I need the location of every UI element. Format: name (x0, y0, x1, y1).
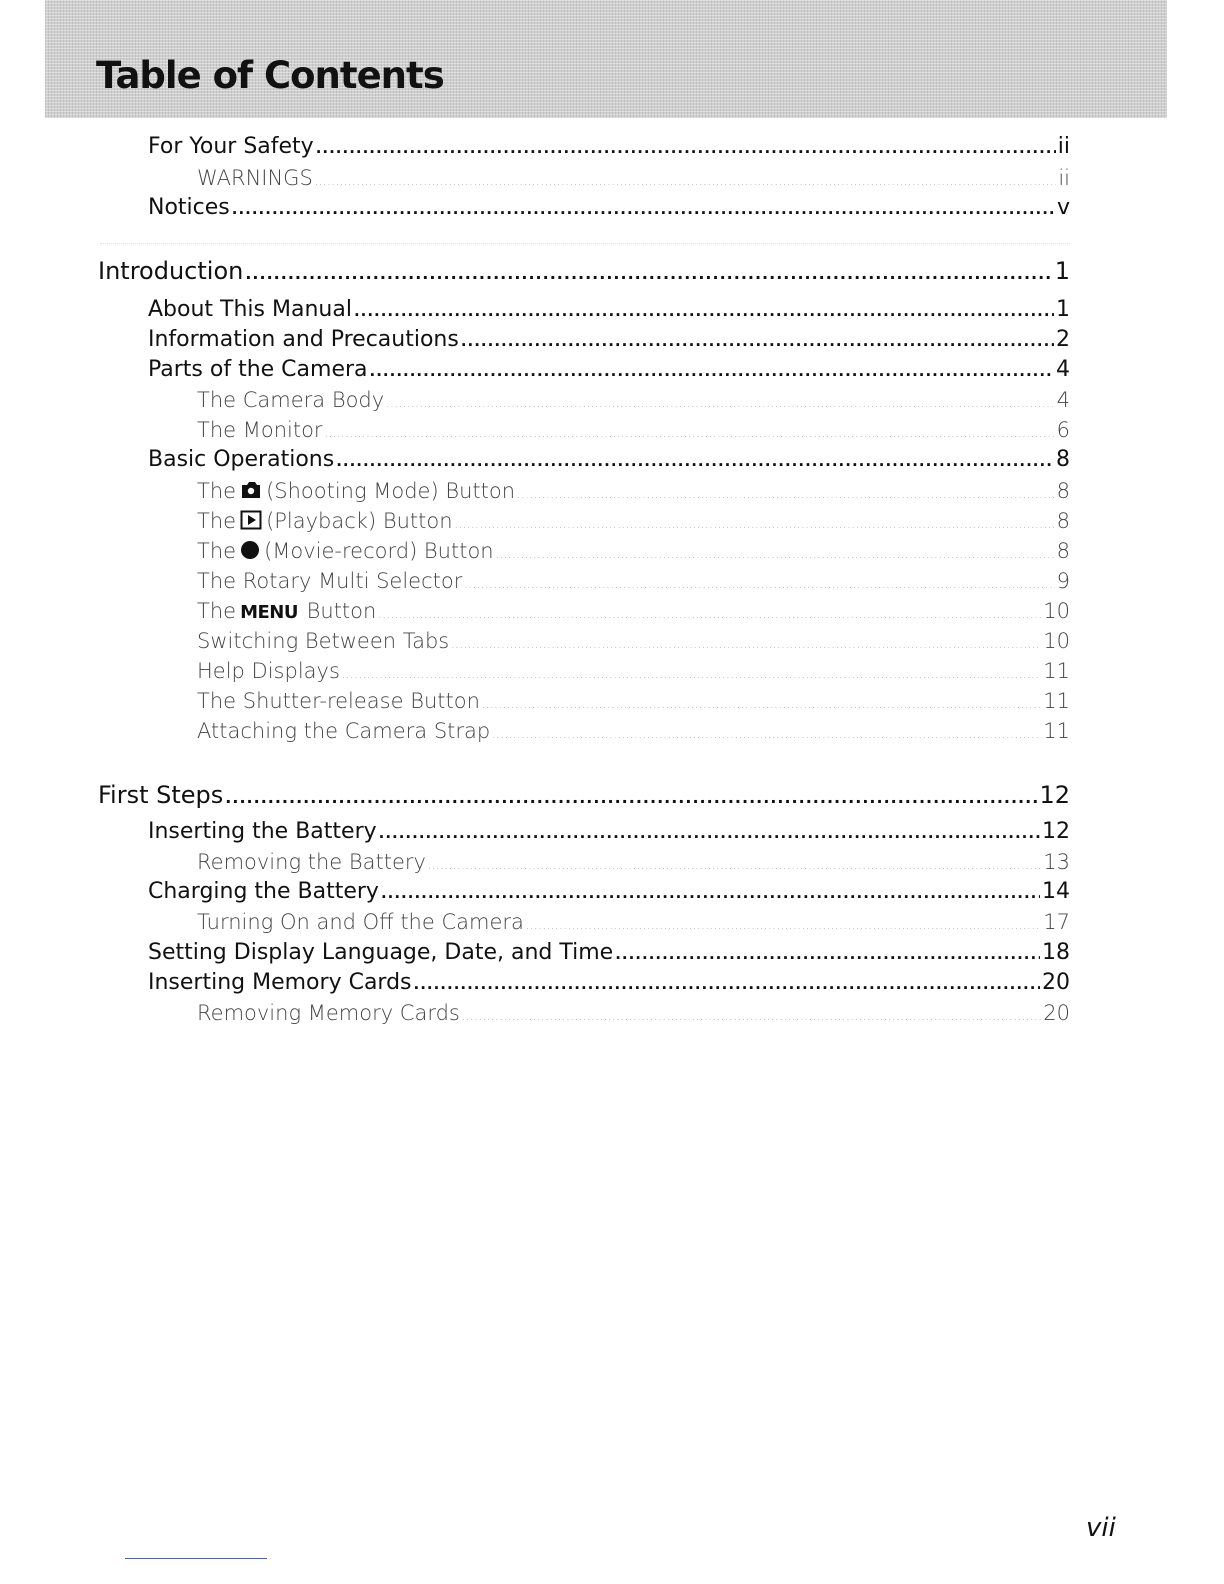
toc-entry-page: 8 (1056, 479, 1070, 503)
toc-entry-page: 9 (1056, 569, 1070, 593)
toc-entry-charging-the-battery[interactable] (148, 879, 1070, 904)
page-number: vii (1086, 1513, 1116, 1543)
toc-entry-movie-record-button[interactable] (197, 539, 1070, 563)
label-prefix: The (197, 539, 237, 563)
toc-entry-page: 18 (1042, 940, 1070, 965)
toc-entry-page: 20 (1042, 970, 1070, 995)
toc-entry-label: The Shutter-release Button (197, 689, 480, 713)
toc-entry-page: 13 (1043, 850, 1070, 874)
dot-leader (225, 788, 1037, 807)
toc-entry-page: 12 (1039, 781, 1070, 809)
toc-entry-removing-memory-cards[interactable] (197, 1001, 1070, 1025)
toc-entry-attaching-camera-strap[interactable] (197, 719, 1070, 743)
camera-icon (240, 480, 262, 500)
toc-entry-label: Parts of the Camera (148, 357, 368, 382)
toc-entry-label: Inserting the Battery (148, 819, 377, 844)
toc-entry-page: 11 (1043, 719, 1070, 743)
toc-chapter-introduction[interactable] (98, 257, 1070, 285)
menu-glyph: MENU (240, 602, 298, 623)
toc-entry-switching-between-tabs[interactable] (197, 629, 1070, 653)
toc-entry-page: 1 (1056, 297, 1070, 322)
toc-entry-parts-of-the-camera[interactable] (148, 357, 1070, 382)
toc-entry-label: Removing Memory Cards (197, 1001, 460, 1025)
toc-entry-page: 10 (1043, 629, 1070, 653)
dot-leader (245, 264, 1052, 283)
toc-entry-the-camera-body[interactable] (197, 388, 1070, 412)
toc-entry-label: First Steps (98, 781, 224, 809)
toc-entry-label: Charging the Battery (148, 879, 379, 904)
toc-entry-shutter-release-button[interactable] (197, 689, 1070, 713)
toc-entry-playback-button[interactable] (197, 509, 1070, 533)
toc-entry-page: 2 (1056, 327, 1070, 352)
toc-entry-shooting-mode-button[interactable] (197, 479, 1070, 503)
movie-record-icon (240, 540, 260, 560)
toc-entry-label (197, 539, 494, 563)
toc-entry-label: Basic Operations (148, 447, 335, 472)
toc-entry-label: WARNINGS (197, 166, 313, 190)
toc-entry-page: 20 (1043, 1001, 1070, 1025)
label-prefix: The (197, 599, 237, 623)
dot-leader (370, 362, 1054, 380)
toc-entry-label: The Monitor (197, 418, 323, 442)
dot-leader (496, 550, 1055, 561)
dot-leader (316, 139, 1056, 157)
toc-entry-label: Removing the Battery (197, 850, 426, 874)
dot-leader (526, 921, 1041, 932)
footer-link-underline (125, 1558, 267, 1559)
toc-entry-label: The Camera Body (197, 388, 385, 412)
dot-leader (336, 452, 1054, 470)
toc-entry-label: Setting Display Language, Date, and Time (148, 940, 614, 965)
toc-entry-page: 4 (1056, 388, 1070, 412)
toc-entry-page: ii (1057, 134, 1070, 159)
toc-entry-page: 8 (1056, 509, 1070, 533)
dot-leader (455, 520, 1055, 531)
toc-entry-page: 17 (1043, 910, 1070, 934)
label-suffix: (Playback) Button (266, 509, 453, 533)
toc-entry-for-your-safety[interactable] (148, 134, 1070, 159)
dot-leader (232, 200, 1055, 218)
toc-entry-help-displays[interactable] (197, 659, 1070, 683)
label-prefix: The (197, 509, 237, 533)
toc-entry-notices[interactable] (148, 195, 1070, 220)
dot-leader (428, 861, 1041, 872)
toc-entry-page: 14 (1042, 879, 1070, 904)
toc-entry-label: Inserting Memory Cards (148, 970, 412, 995)
label-prefix: The (197, 479, 237, 503)
toc-entry-label (197, 509, 453, 533)
dot-leader (492, 730, 1041, 741)
toc-entry-label: Attaching the Camera Strap (197, 719, 491, 743)
toc-entry-page: 8 (1056, 447, 1070, 472)
dot-leader (379, 824, 1040, 842)
toc-entry-page: 6 (1056, 418, 1070, 442)
dot-leader (464, 580, 1054, 591)
toc-entry-page: 1 (1054, 257, 1070, 285)
toc-entry-setting-display-language[interactable] (148, 940, 1070, 965)
toc-entry-basic-operations[interactable] (148, 447, 1070, 472)
dot-leader (414, 975, 1040, 993)
toc-entry-label: Help Displays (197, 659, 340, 683)
toc-entry-label: Switching Between Tabs (197, 629, 450, 653)
toc-entry-label: Introduction (98, 257, 244, 285)
toc-entry-page: 10 (1043, 599, 1070, 623)
toc-entry-page: 11 (1043, 689, 1070, 713)
dot-leader (378, 610, 1041, 621)
toc-entry-about-this-manual[interactable] (148, 297, 1070, 322)
toc-entry-the-monitor[interactable] (197, 418, 1070, 442)
toc-entry-label (197, 599, 376, 623)
toc-entry-menu-button[interactable] (197, 599, 1070, 623)
dot-leader (462, 1012, 1041, 1023)
label-suffix: (Shooting Mode) Button (266, 479, 516, 503)
dot-leader (451, 640, 1041, 651)
toc-entry-label: Information and Precautions (148, 327, 459, 352)
toc-chapter-first-steps[interactable] (98, 781, 1070, 809)
dot-leader (615, 945, 1040, 963)
toc-entry-warnings[interactable] (197, 166, 1070, 190)
label-suffix: (Movie-record) Button (264, 539, 494, 563)
section-divider (100, 243, 1070, 244)
page-title: Table of Contents (96, 54, 444, 97)
toc-entry-turning-on-and-off[interactable] (197, 910, 1070, 934)
dot-leader (342, 670, 1041, 681)
toc-entry-label: About This Manual (148, 297, 352, 322)
toc-entry-page: 11 (1043, 659, 1070, 683)
toc-entry-page: ii (1058, 166, 1070, 190)
toc-entry-page: 12 (1042, 819, 1070, 844)
toc-entry-label: Turning On and Off the Camera (197, 910, 524, 934)
dot-leader (386, 399, 1054, 410)
toc-entry-page: v (1056, 195, 1070, 220)
toc-entry-label: Notices (148, 195, 230, 220)
toc-entry-rotary-multi-selector[interactable] (197, 569, 1070, 593)
toc-entry-inserting-the-battery[interactable] (148, 819, 1070, 844)
dot-leader (461, 332, 1054, 350)
toc-entry-information-and-precautions[interactable] (148, 327, 1070, 352)
toc-entry-page: 8 (1056, 539, 1070, 563)
toc-entry-inserting-memory-cards[interactable] (148, 970, 1070, 995)
toc-entry-label (197, 479, 515, 503)
playback-icon (240, 510, 262, 530)
toc-entry-removing-the-battery[interactable] (197, 850, 1070, 874)
dot-leader (354, 302, 1054, 320)
toc-entry-page: 4 (1056, 357, 1070, 382)
dot-leader (381, 884, 1040, 902)
label-suffix: Button (306, 599, 377, 623)
dot-leader (517, 490, 1055, 501)
toc-entry-label: For Your Safety (148, 134, 314, 159)
dot-leader (315, 177, 1057, 188)
dot-leader (482, 700, 1041, 711)
dot-leader (325, 429, 1055, 440)
toc-entry-label: The Rotary Multi Selector (197, 569, 463, 593)
